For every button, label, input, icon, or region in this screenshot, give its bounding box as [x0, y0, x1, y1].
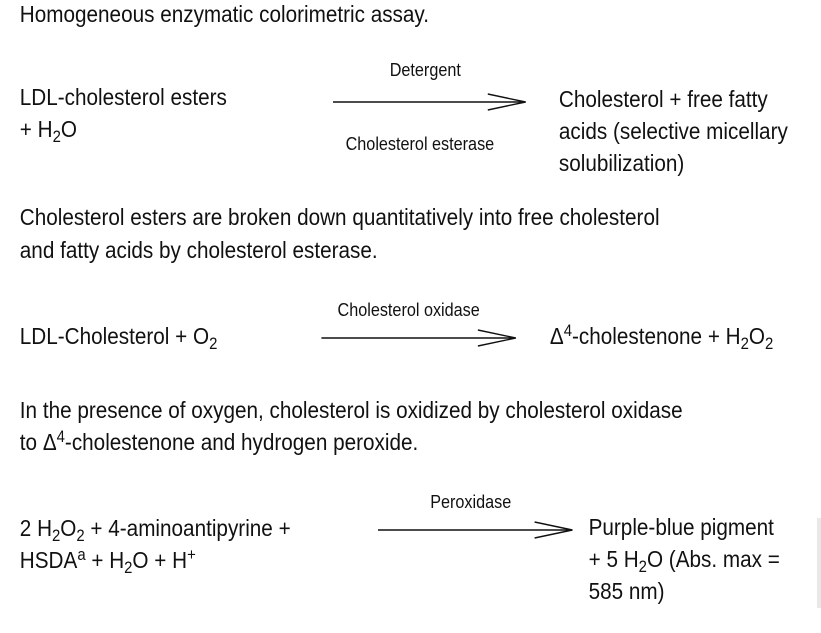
reaction3-arrow: [378, 520, 574, 540]
reaction1-product-line2: acids (selective micellary: [558, 118, 788, 144]
paragraph2-line2: to $\Delta^4$-cholestenone and hydrogen peroxide.: [19, 426, 419, 455]
reaction2-reactant: LDL-Cholesterol + $O_2$: [19, 323, 218, 353]
paragraph1-line1: Cholesterol esters are broken down quantitatively into free cholesterol: [19, 204, 660, 230]
reaction1-reactant-line1: LDL-cholesterol esters: [19, 84, 227, 110]
reaction1-arrow-label-below: Cholesterol esterase: [345, 134, 495, 154]
reaction1-arrow: [333, 92, 527, 112]
paragraph2-line1: In the presence of oxygen, cholesterol is oxidized by cholesterol oxidase: [19, 397, 683, 423]
reaction3-reactant-line2: $HSDA^a + H_2O + H^+$: [19, 544, 196, 577]
reaction3-reactant-line1: 2 $H_2O_2$ + 4-aminoantipyrine +: [19, 515, 291, 545]
page-title: [20, 3, 429, 26]
reaction1-product-line1: Cholesterol + free fatty: [558, 86, 768, 112]
reaction3-arrow-label-above: Peroxidase: [430, 492, 512, 512]
reaction3-product-line2: + 5 $H_2O$ (Abs. max =: [588, 546, 780, 576]
reaction2-arrow-label-above: Cholesterol oxidase: [337, 300, 480, 320]
reaction2-arrow: [321, 328, 517, 348]
reaction1-product-line3: solubilization): [558, 150, 685, 176]
reaction3-product-line3: 585 nm): [588, 578, 665, 604]
reaction1-arrow-label-above: Detergent: [389, 60, 461, 80]
title-text: Homogeneous enzymatic colorimetric assay.: [19, 1, 429, 27]
reaction1-reactant-line2: + $H_2O$: [19, 116, 77, 146]
paragraph1-line2: and fatty acids by cholesterol esterase.: [19, 237, 378, 263]
reaction3-product-line1: Purple-blue pigment: [588, 514, 774, 540]
reaction2-product: $\Delta^4$-cholestenone + $H_2O_2$: [549, 320, 774, 353]
page-edge-divider: [817, 518, 821, 608]
